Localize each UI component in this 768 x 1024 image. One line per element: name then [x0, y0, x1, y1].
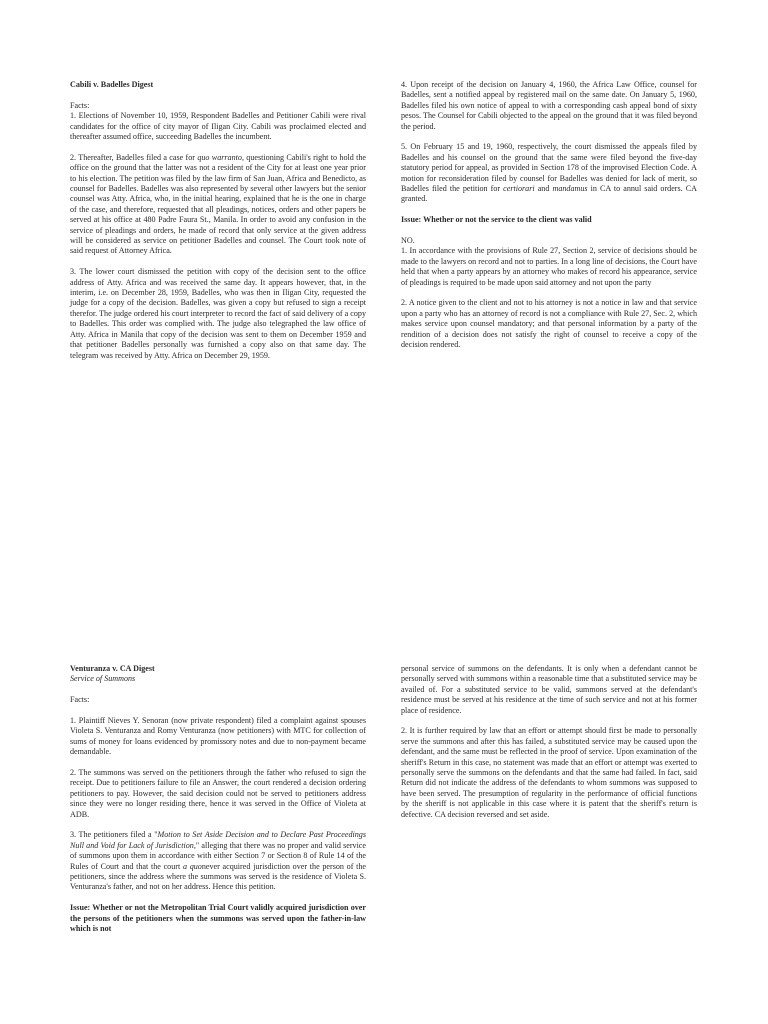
venturanza-subtitle: Service of Summons [70, 674, 136, 684]
cabili-facts-label: Facts: [70, 100, 90, 110]
cabili-fact-2: 2. Thereafter, Badelles filed a case for quo warranto, questioning Cabili's right to hold the office on the ground that the latter was not a resident of the City for at least one year prior to his election. The petition was filed by the law firm of San Juan, Africa and Benedicto, as counsel for Badelles. Badelles was also represented by several other lawyers but the senior counsel was Atty. Africa, who, in the initial hearing, explained that he is the one in charge of the case, and therefore, requested that all pleadings, notices, orders and other papers be served at his office at 480 Padre Faura St., Manila. In order to avoid any confusion in the service of pleadings and orders, he made of record that only service at the given address will be considered as service on petitioner Badelles and counsel. The Court took note of said request of Attorney Africa. [70, 152, 367, 256]
cabili-issue: Issue: Whether or not the service to the client was valid [401, 215, 592, 225]
venturanza-right-column [401, 664, 697, 830]
cabili-right-column [401, 80, 697, 361]
venturanza-issue: Issue: Whether or not the Metropolitan Trial Court validly acquired jurisdiction over the persons of the petitioners when the summons was served upon the father-in-law which is not [70, 903, 366, 934]
cabili-ruling-2: 2. A notice given to the client and not to his attorney is not a notice in law and that service upon a party who has an attorney of record is not a compliance with Rule 27, Sec. 2, which makes service upon counsel mandatory; and that personal information by a party of the rendition of a decision does not satisfy the right of counsel to receive a copy of the decision rendered. [401, 298, 697, 350]
venturanza-fact-1: 1. Plaintiff Nieves Y. Senoran (now private respondent) filed a complaint against spouses Violeta S. Venturanza and Romy Venturanza (now petitioners) with MTC for collection of sums of money for loans evidenced by promissory notes and due to non-payment became demandable. [70, 716, 366, 757]
cabili-fact-5: 5. On February 15 and 19, 1960, respectively, the court dismissed the appeals filed by Badelles and his counsel on the ground that the same were filed beyond the five-day statutory period for appeal, as provided in Section 178 of the improvised Election Code. A motion for reconsideration filed by counsel for Badelles was denied for lack of merit, so Badelles filed the petition for certiorari and mandamus in CA to annul said orders. CA granted. [401, 142, 697, 204]
cabili-answer: NO. [401, 236, 415, 246]
cabili-left-column [70, 80, 366, 371]
venturanza-fact-3: 3. The petitioners filed a "Motion to Set Aside Decision and to Declare Past Proceedings Null and Void for Lack of Jurisdiction," alleging that there was no proper and valid service of summons upon them in accordance with either Section 7 or Section 8 of Rule 14 of the Rules of Court and that the court a quonever acquired jurisdiction over the person of the petitioners, since the address where the summons was served is the residence of Violeta S. Venturanza's father, and not on her address. Hence this petition. [70, 830, 366, 892]
venturanza-title: Venturanza v. CA Digest [70, 664, 155, 673]
venturanza-left-column [70, 664, 366, 1024]
venturanza-fact-2: 2. The summons was served on the petitioners through the father who refused to sign the receipt. Due to petitioners failure to file an Answer, the court rendered a decision ordering petitioners to pay. However, the said decision could not be served to petitioners address since they were no longer residing there, hence it was served in the Office of Violeta at ADB. [70, 768, 366, 819]
cabili-title: Cabili v. Badelles Digest [70, 80, 154, 89]
cabili-fact-4: 4. Upon receipt of the decision on January 4, 1960, the Africa Law Office, counsel for Badelles, sent a notified appeal by registered mail on the same date. On January 5, 1960, Badelles filed his own notice of appeal to with a corresponding cash appeal bond of sixty pesos. The Counsel for Cabili objected to the appeal on the ground that it was filed beyond the period. [401, 80, 697, 131]
cabili-fact-3: 3. The lower court dismissed the petition with copy of the decision sent to the office address of Atty. Africa and was received the same day. It appears however, that, in the interim, i.e. on December 28, 1959, Badelles, who was then in Iligan City, requested the judge for a copy of the decision. Badelles, was given a copy but refused to sign a receipt therefor. The judge ordered his court interpreter to record the fact of said delivery of a copy to Badelles. This order was complied with. The judge also telegraphed the law office of Atty. Africa in Manila that copy of the decision was sent to them on December 1959 and that petitioner Badelles personally was furnished a copy also on that same day. The telegram was received by Atty. Africa on December 29, 1959. [70, 267, 366, 360]
venturanza-ruling-2: 2. It is further required by law that an effort or attempt should first be made to personally serve the summons and after this has failed, a substituted service may be caused upon the defendant, and the same must be reflected in the proof of service. Upon examination of the sheriff's Return in this case, no statement was made that an effort or attempt was exerted to personally serve the summons on the defendants and that the same had failed. In fact, said Return did not indicate the address of the defendants to whom summons was supposed to have been served. The presumption of regularity in the performance of official functions by the sheriff is not applicable in this case where it is patent that the sheriff's return is defective. CA decision reversed and set aside. [401, 726, 697, 819]
venturanza-facts-label: Facts: [70, 695, 90, 705]
cabili-ruling-1: 1. In accordance with the provisions of Rule 27, Section 2, service of decisions should be made to the lawyers on record and not to parties. In a long line of decisions, the Court have held that when a party appears by an attorney who makes of record his appearance, service of pleadings is required to be made upon said attorney and not upon the party [401, 246, 697, 287]
cabili-fact-1: 1. Elections of November 10, 1959, Respondent Badelles and Petitioner Cabili were rival candidates for the office of city mayor of Iligan City. Cabili was proclaimed elected and thereafter assumed office, succeeding Badelles the incumbent. [70, 111, 366, 142]
venturanza-ruling-1: personal service of summons on the defendants. It is only when a defendant cannot be personally served with summons within a reasonable time that a substituted service may be availed of. For a substituted service to be valid, summons served at the defendant's residence must be served at his residence at the time of such service and not at his former place of residence. [401, 664, 697, 715]
